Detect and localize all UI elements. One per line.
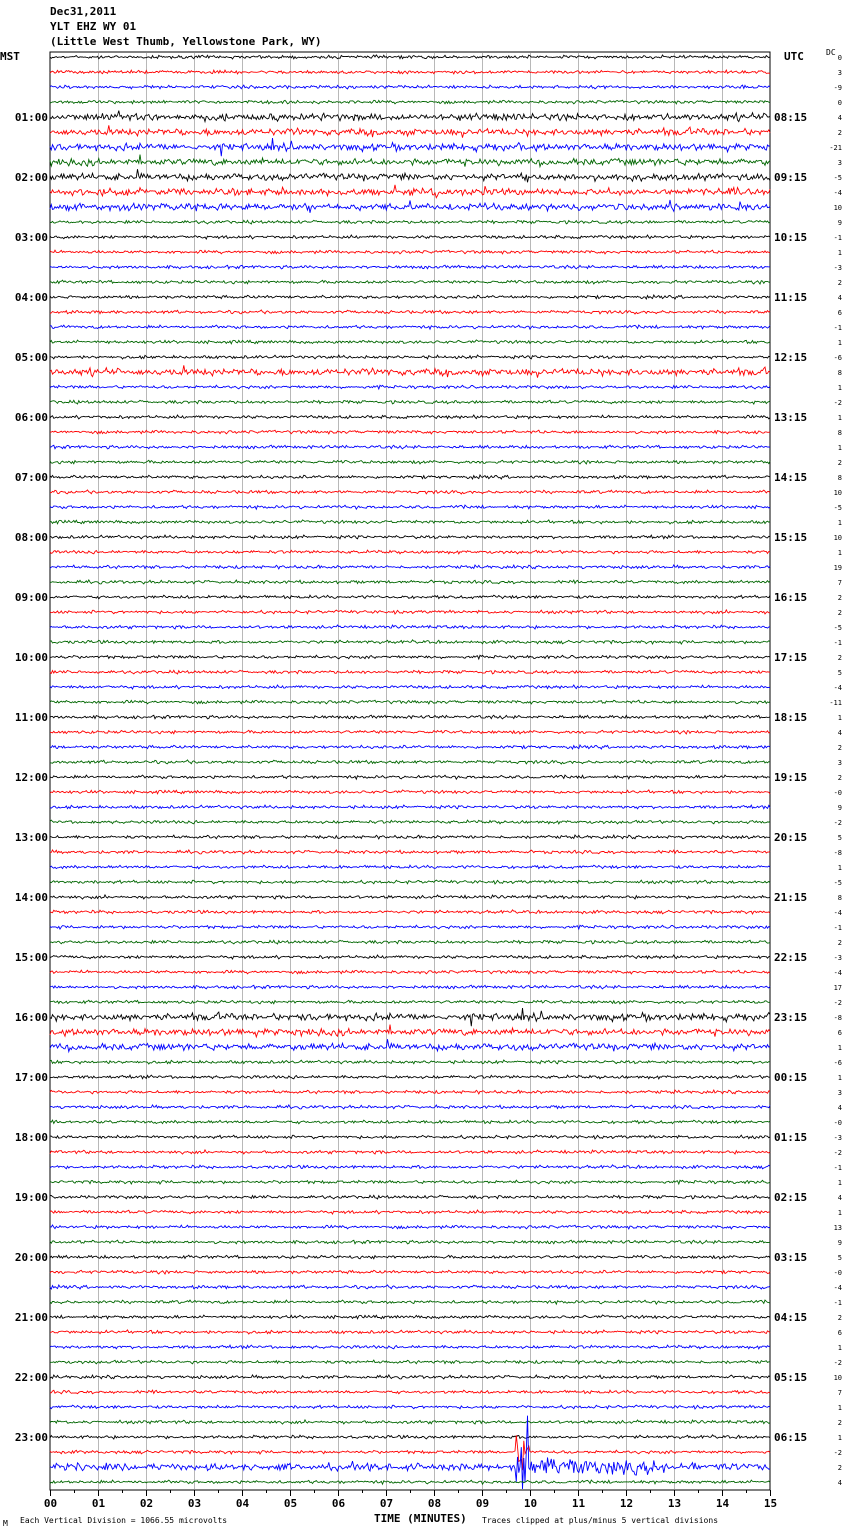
dc-offset-label: 9: [837, 1239, 842, 1247]
dc-offset-label: -4: [833, 684, 842, 692]
trace-row: [50, 1105, 770, 1109]
dc-offset-label: -5: [833, 504, 842, 512]
trace-row: [50, 138, 770, 156]
dc-label: DC: [826, 48, 836, 57]
trace-row: [50, 1255, 770, 1259]
trace-row: [50, 1195, 770, 1199]
dc-offset-label: 2: [837, 1314, 842, 1322]
trace-row: [50, 685, 770, 689]
trace-row: [50, 310, 770, 314]
trace-row: [50, 1075, 770, 1079]
dc-offset-label: 5: [837, 834, 842, 842]
dc-offset-label: 1: [837, 1404, 842, 1412]
x-tick-label: 02: [139, 1497, 154, 1510]
trace-row: [50, 730, 770, 734]
mst-hour-label: 07:00: [14, 471, 48, 484]
trace-row: [50, 155, 770, 167]
trace-row: [50, 325, 770, 329]
dc-offset-label: 1: [837, 384, 842, 392]
dc-offset-label: -5: [833, 174, 842, 182]
trace-row: [50, 1300, 770, 1304]
dc-offset-label: -9: [833, 84, 842, 92]
header-station: YLT EHZ WY 01: [50, 20, 137, 33]
dc-offset-label: 8: [837, 474, 842, 482]
mst-hour-label: 19:00: [14, 1191, 48, 1204]
trace-row: [50, 250, 770, 254]
utc-hour-label: 13:15: [774, 411, 808, 424]
trace-row: [50, 1405, 770, 1409]
trace-row: [50, 1360, 770, 1364]
dc-offset-label: 1: [837, 864, 842, 872]
trace-row: [50, 1180, 770, 1184]
trace-row: [50, 835, 770, 839]
utc-hour-label: 21:15: [774, 891, 808, 904]
corner-mark: M: [3, 1519, 8, 1528]
trace-row: [50, 790, 770, 794]
trace-row: [50, 460, 770, 464]
trace-row: [50, 880, 770, 884]
trace-row: [50, 265, 770, 269]
trace-row: [50, 385, 770, 389]
dc-offset-label: 2: [837, 939, 842, 947]
trace-row: [50, 775, 770, 779]
utc-hour-label: 00:15: [774, 1071, 808, 1084]
scale-note: Each Vertical Division = 1066.55 microvolts: [20, 1516, 228, 1525]
dc-offset-label: 3: [837, 1089, 842, 1097]
utc-hour-label: 17:15: [774, 651, 808, 664]
trace-row: [50, 355, 770, 359]
dc-offset-label: -3: [833, 1134, 842, 1142]
trace-row: [50, 1345, 770, 1349]
dc-offset-label: 1: [837, 1209, 842, 1217]
dc-offset-label: 19: [833, 564, 842, 572]
trace-row: [50, 475, 770, 479]
dc-offset-label: 10: [833, 204, 842, 212]
x-axis-title: TIME (MINUTES): [374, 1512, 467, 1525]
trace-row: [50, 805, 770, 809]
trace-row: [50, 820, 770, 824]
trace-row: [50, 910, 770, 914]
trace-row: [50, 700, 770, 704]
trace-row: [50, 940, 770, 944]
left-zone-label: MST: [0, 50, 20, 63]
x-tick-label: 08: [427, 1497, 442, 1510]
utc-hour-label: 14:15: [774, 471, 808, 484]
trace-row: [50, 595, 770, 599]
mst-hour-label: 03:00: [14, 231, 48, 244]
mst-hour-label: 08:00: [14, 531, 48, 544]
dc-offset-label: 1: [837, 549, 842, 557]
utc-hour-label: 12:15: [774, 351, 808, 364]
dc-offset-label: -1: [833, 1299, 842, 1307]
trace-row: [50, 365, 770, 377]
trace-row: [50, 1270, 770, 1274]
dc-offset-label: 2: [837, 129, 842, 137]
mst-hour-label: 04:00: [14, 291, 48, 304]
x-tick-label: 09: [475, 1497, 490, 1510]
trace-row: [50, 169, 770, 182]
clip-note: Traces clipped at plus/minus 5 vertical divisions: [482, 1516, 719, 1525]
dc-offset-label: 9: [837, 804, 842, 812]
dc-offset-label: 1: [837, 1434, 842, 1442]
mst-hour-label: 02:00: [14, 171, 48, 184]
trace-row: [50, 1039, 770, 1051]
dc-offset-label: -2: [833, 999, 842, 1007]
trace-row: [50, 1165, 770, 1169]
dc-offset-label: -2: [833, 1359, 842, 1367]
trace-row: [50, 111, 770, 122]
dc-offset-label: 5: [837, 669, 842, 677]
dc-offset-label: 2: [837, 594, 842, 602]
trace-row: [50, 1420, 770, 1424]
mst-hour-label: 01:00: [14, 111, 48, 124]
dc-offset-label: 7: [837, 579, 842, 587]
mst-hour-label: 15:00: [14, 951, 48, 964]
trace-row: [50, 445, 770, 449]
trace-row: [50, 1435, 770, 1470]
dc-offset-label: 7: [837, 1389, 842, 1397]
trace-row: [50, 970, 770, 974]
trace-row: [50, 490, 770, 494]
trace-row: [50, 1330, 770, 1334]
trace-row: [50, 1090, 770, 1094]
mst-hour-label: 18:00: [14, 1131, 48, 1144]
dc-offset-label: 2: [837, 654, 842, 662]
dc-offset-label: 9: [837, 219, 842, 227]
x-tick-label: 13: [667, 1497, 682, 1510]
trace-row: [50, 1150, 770, 1154]
utc-hour-label: 04:15: [774, 1311, 808, 1324]
dc-offset-label: 1: [837, 1044, 842, 1052]
dc-offset-label: 4: [837, 1104, 842, 1112]
utc-hour-label: 18:15: [774, 711, 808, 724]
trace-row: [50, 185, 770, 198]
trace-row: [50, 670, 770, 674]
utc-hour-label: 20:15: [774, 831, 808, 844]
x-tick-label: 05: [283, 1497, 298, 1510]
mst-hour-label: 14:00: [14, 891, 48, 904]
trace-row: [50, 235, 770, 239]
trace-row: [50, 640, 770, 644]
trace-row: [50, 85, 770, 89]
trace-row: [50, 1315, 770, 1319]
dc-offset-label: 1: [837, 519, 842, 527]
dc-offset-label: -4: [833, 1284, 842, 1292]
mst-hour-label: 09:00: [14, 591, 48, 604]
dc-offset-label: 6: [837, 309, 842, 317]
dc-offset-label: 8: [837, 894, 842, 902]
trace-row: [50, 760, 770, 764]
trace-row: [50, 295, 770, 299]
dc-offset-label: 0: [837, 54, 842, 62]
x-tick-label: 12: [619, 1497, 634, 1510]
dc-offset-label: -11: [829, 699, 842, 707]
dc-offset-label: -5: [833, 624, 842, 632]
mst-hour-label: 11:00: [14, 711, 48, 724]
mst-hour-label: 20:00: [14, 1251, 48, 1264]
trace-row: [50, 610, 770, 614]
dc-offset-label: 10: [833, 1374, 842, 1382]
trace-row: [50, 415, 770, 419]
trace-layer: [50, 55, 770, 1489]
dc-offset-label: 4: [837, 294, 842, 302]
trace-row: [50, 1225, 770, 1229]
x-tick-label: 06: [331, 1497, 346, 1510]
trace-row: [50, 1390, 770, 1394]
dc-offset-label: 2: [837, 609, 842, 617]
dc-offset-label: -0: [833, 1269, 842, 1277]
trace-row: [50, 1120, 770, 1124]
trace-row: [50, 745, 770, 749]
trace-row: [50, 865, 770, 869]
x-tick-label: 01: [91, 1497, 106, 1510]
trace-row: [50, 70, 770, 74]
trace-row: [50, 1008, 770, 1026]
mst-hour-label: 22:00: [14, 1371, 48, 1384]
dc-offset-label: -2: [833, 1449, 842, 1457]
dc-offset-label: 17: [833, 984, 842, 992]
trace-row: [50, 850, 770, 854]
trace-row: [50, 200, 770, 213]
dc-offset-label: 1: [837, 414, 842, 422]
dc-offset-label: 2: [837, 1419, 842, 1427]
dc-offset-label: 10: [833, 489, 842, 497]
utc-hour-label: 09:15: [774, 171, 808, 184]
trace-row: [50, 895, 770, 899]
dc-offset-label: -1: [833, 1164, 842, 1172]
dc-offset-label: -2: [833, 819, 842, 827]
x-tick-label: 14: [715, 1497, 730, 1510]
dc-offset-label: 8: [837, 369, 842, 377]
x-tick-label: 07: [379, 1497, 394, 1510]
dc-offset-label: -5: [833, 879, 842, 887]
grid-layer: [50, 52, 771, 1496]
dc-offset-label: -4: [833, 969, 842, 977]
x-tick-label: 03: [187, 1497, 202, 1510]
dc-offset-label: 2: [837, 744, 842, 752]
mst-hour-label: 23:00: [14, 1431, 48, 1444]
utc-hour-label: 08:15: [774, 111, 808, 124]
dc-offset-label: -8: [833, 849, 842, 857]
trace-row: [50, 625, 770, 629]
utc-hour-label: 11:15: [774, 291, 808, 304]
dc-offset-label: 0: [837, 99, 842, 107]
mst-hour-label: 13:00: [14, 831, 48, 844]
dc-offset-label: -1: [833, 924, 842, 932]
dc-offset-label: -21: [829, 144, 842, 152]
dc-offset-label: -4: [833, 909, 842, 917]
dc-offset-label: -1: [833, 234, 842, 242]
dc-offset-label: 1: [837, 1179, 842, 1187]
trace-row: [50, 1480, 770, 1484]
trace-row: [50, 550, 770, 554]
utc-hour-label: 03:15: [774, 1251, 808, 1264]
utc-hour-label: 10:15: [774, 231, 808, 244]
x-tick-label: 00: [43, 1497, 58, 1510]
dc-offset-label: -3: [833, 954, 842, 962]
x-tick-label: 15: [763, 1497, 778, 1510]
trace-row: [50, 955, 770, 959]
x-tick-label: 10: [523, 1497, 538, 1510]
dc-offset-label: 6: [837, 1329, 842, 1337]
dc-offset-label: 1: [837, 1344, 842, 1352]
dc-offset-label: -1: [833, 639, 842, 647]
dc-offset-label: -3: [833, 264, 842, 272]
dc-offset-label: 10: [833, 534, 842, 542]
trace-row: [50, 430, 770, 434]
x-tick-label: 04: [235, 1497, 250, 1510]
trace-row: [50, 1375, 770, 1379]
trace-row: [50, 565, 770, 569]
label-layer: [15, 54, 842, 1510]
trace-row: [50, 280, 770, 284]
mst-hour-label: 16:00: [14, 1011, 48, 1024]
utc-hour-label: 06:15: [774, 1431, 808, 1444]
trace-row: [50, 400, 770, 404]
dc-offset-label: -8: [833, 1014, 842, 1022]
dc-offset-label: 4: [837, 729, 842, 737]
trace-row: [50, 715, 770, 719]
dc-offset-label: 3: [837, 759, 842, 767]
utc-hour-label: 01:15: [774, 1131, 808, 1144]
mst-hour-label: 12:00: [14, 771, 48, 784]
dc-offset-label: 13: [833, 1224, 842, 1232]
trace-row: [50, 580, 770, 584]
trace-row: [50, 1060, 770, 1064]
trace-row: [50, 655, 770, 659]
utc-hour-label: 15:15: [774, 531, 808, 544]
dc-offset-label: -6: [833, 354, 842, 362]
dc-offset-label: 3: [837, 159, 842, 167]
dc-offset-label: -1: [833, 324, 842, 332]
trace-row: [50, 520, 770, 524]
dc-offset-label: -0: [833, 789, 842, 797]
trace-row: [50, 1025, 770, 1037]
trace-row: [50, 535, 770, 539]
dc-offset-label: 1: [837, 339, 842, 347]
trace-row: [50, 925, 770, 929]
mst-hour-label: 17:00: [14, 1071, 48, 1084]
trace-row: [50, 985, 770, 989]
right-zone-label: UTC: [784, 50, 804, 63]
utc-hour-label: 05:15: [774, 1371, 808, 1384]
utc-hour-label: 22:15: [774, 951, 808, 964]
header-location: (Little West Thumb, Yellowstone Park, WY): [50, 35, 322, 48]
trace-row: [50, 1435, 770, 1439]
trace-row: [50, 340, 770, 344]
trace-row: [50, 55, 770, 59]
dc-offset-label: 4: [837, 1194, 842, 1202]
dc-offset-label: -2: [833, 1149, 842, 1157]
dc-offset-label: 1: [837, 714, 842, 722]
dc-offset-label: 1: [837, 1074, 842, 1082]
trace-row: [50, 125, 770, 137]
trace-row: [50, 1000, 770, 1004]
utc-hour-label: 02:15: [774, 1191, 808, 1204]
dc-offset-label: 2: [837, 1464, 842, 1472]
mst-hour-label: 10:00: [14, 651, 48, 664]
dc-offset-label: 1: [837, 444, 842, 452]
trace-row: [50, 1285, 770, 1289]
mst-hour-label: 05:00: [14, 351, 48, 364]
mst-hour-label: 06:00: [14, 411, 48, 424]
dc-offset-label: 2: [837, 459, 842, 467]
dc-offset-label: 5: [837, 1254, 842, 1262]
trace-row: [50, 1240, 770, 1244]
dc-offset-label: 1: [837, 249, 842, 257]
dc-offset-label: 4: [837, 114, 842, 122]
dc-offset-label: -0: [833, 1119, 842, 1127]
utc-hour-label: 19:15: [774, 771, 808, 784]
trace-row: [50, 220, 770, 224]
trace-row: [50, 1210, 770, 1214]
dc-offset-label: 8: [837, 429, 842, 437]
dc-offset-label: 6: [837, 1029, 842, 1037]
dc-offset-label: 2: [837, 774, 842, 782]
x-tick-label: 11: [571, 1497, 586, 1510]
trace-row: [50, 1135, 770, 1139]
trace-row: [50, 505, 770, 509]
dc-offset-label: 2: [837, 279, 842, 287]
dc-offset-label: 4: [837, 1479, 842, 1487]
plot-frame: [50, 52, 770, 1490]
dc-offset-label: -2: [833, 399, 842, 407]
mst-hour-label: 21:00: [14, 1311, 48, 1324]
dc-offset-label: 3: [837, 69, 842, 77]
dc-offset-label: -6: [833, 1059, 842, 1067]
trace-row: [50, 100, 770, 104]
header-date: Dec31,2011: [50, 5, 117, 18]
dc-offset-label: -4: [833, 189, 842, 197]
utc-hour-label: 23:15: [774, 1011, 808, 1024]
utc-hour-label: 16:15: [774, 591, 808, 604]
